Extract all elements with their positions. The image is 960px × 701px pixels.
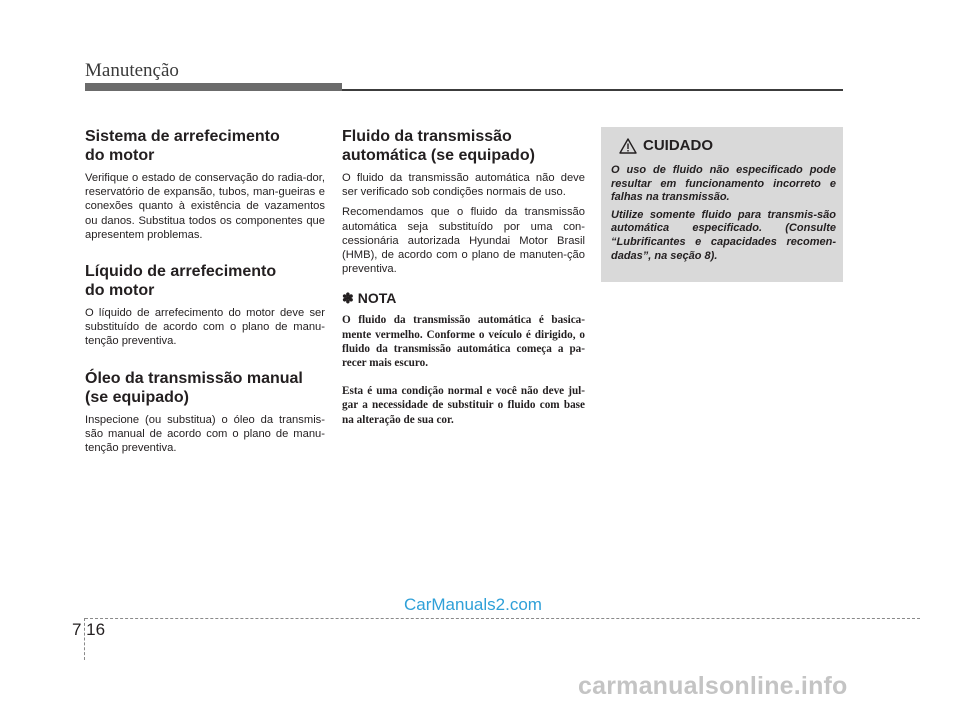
- note-title: NOTA: [357, 290, 397, 307]
- watermark-link[interactable]: CarManuals2.com: [404, 595, 542, 614]
- section-heading: Líquido de arrefecimento do motor: [85, 263, 277, 300]
- section-cooling-system: [85, 127, 325, 242]
- watermark-site: carmanualsonline.info: [578, 672, 848, 700]
- caution-heading: [611, 137, 836, 154]
- caution-box: [601, 127, 843, 282]
- caution-body: O uso de fluido não especificado pode resultar em funcionamento incorreto e falhas na transmissão.: [611, 164, 836, 204]
- section-heading: Sistema de arrefecimento do motor: [85, 128, 280, 164]
- note-body: O fluido da transmissão automática é basica-mente vermelho. Conforme o veículo é dirigido, o fluido da transmissão automática começa a pa-recer mais escuro.: [342, 314, 585, 370]
- section-heading-automatic-transmission: Fluido da transmissão automática (se equipado): [342, 128, 535, 164]
- header-rule-thick: [85, 83, 342, 91]
- section-heading: Óleo da transmissão manual (se equipado): [85, 369, 303, 406]
- section-body: O líquido de arrefecimento do motor deve ser substituído de acordo com o plano de manu-tenção preventiva.: [85, 307, 325, 348]
- note-body: Esta é uma condição normal e você não deve jul-gar a necessidade de substituir o fluido com base na alteração de sua cor.: [342, 385, 585, 426]
- section-body: Recomendamos que o fluido da transmissão automática seja substituído por uma con-cessionária autorizada Hyundai Motor Brasil (HMB), de acordo com o plano de manuten-ção preventiva.: [342, 206, 585, 276]
- note-heading: [342, 290, 585, 307]
- footer-dashed-rule: [85, 618, 920, 619]
- left-column: [85, 127, 325, 469]
- page-header-title: Manutenção: [85, 60, 179, 81]
- section-coolant: [85, 262, 325, 349]
- section-body: Inspecione (ou substitua) o óleo da transmis-são manual de acordo com o plano de manu-tenção preventiva.: [85, 413, 325, 455]
- page-number: 7 16: [72, 620, 106, 639]
- note-star-icon: ✽: [342, 290, 354, 307]
- warning-triangle-icon: [619, 138, 637, 154]
- caution-title: CUIDADO: [643, 137, 713, 154]
- section-manual-transmission-oil: [85, 369, 325, 456]
- header-rule-thin: [342, 89, 843, 91]
- section-body: Verifique o estado de conservação do radia-dor, reservatório de expansão, tubos, man-gueiras e conexões quanto à existência de vazamentos ou danos. Substitua todos os componentes que apresentem problemas.: [85, 172, 325, 241]
- section-body: O fluido da transmissão automática não deve ser verificado sob condições normais de uso.: [342, 172, 585, 199]
- middle-column: [342, 127, 585, 441]
- caution-body: Utilize somente fluido para transmis-são automática especificado. (Consulte “Lubrificantes e capacidades recomen-dadas”, na seção 8).: [611, 208, 836, 262]
